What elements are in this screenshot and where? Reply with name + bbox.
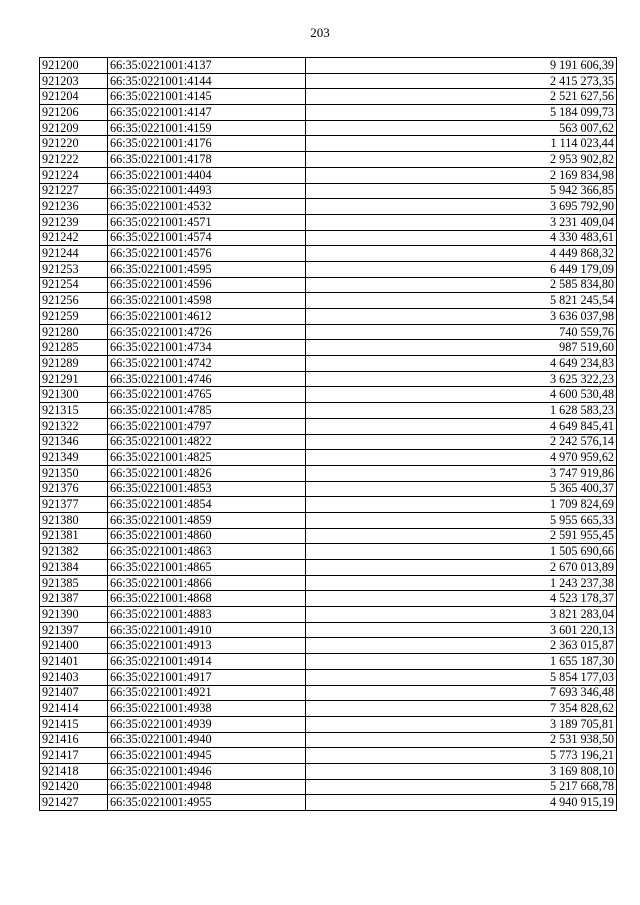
row-number-cell: 921401 <box>40 654 108 670</box>
row-number-cell: 921220 <box>40 136 108 152</box>
value-cell: 7 693 346,48 <box>306 685 617 701</box>
cadastral-number-cell: 66:35:0221001:4571 <box>108 214 306 230</box>
row-number-cell: 921300 <box>40 387 108 403</box>
row-number-cell: 921203 <box>40 73 108 89</box>
cadastral-number-cell: 66:35:0221001:4145 <box>108 89 306 105</box>
table-row <box>40 481 617 497</box>
value-cell: 3 169 808,10 <box>306 763 617 779</box>
row-number-cell: 921349 <box>40 450 108 466</box>
value-cell: 5 184 099,73 <box>306 105 617 121</box>
value-cell: 5 365 400,37 <box>306 481 617 497</box>
table-row <box>40 622 617 638</box>
row-number-cell: 921380 <box>40 512 108 528</box>
row-number-cell: 921385 <box>40 575 108 591</box>
value-cell: 3 625 322,23 <box>306 371 617 387</box>
cadastral-number-cell: 66:35:0221001:4854 <box>108 497 306 513</box>
cadastral-number-cell: 66:35:0221001:4726 <box>108 324 306 340</box>
cadastral-number-cell: 66:35:0221001:4826 <box>108 465 306 481</box>
value-cell: 740 559,76 <box>306 324 617 340</box>
table-row <box>40 591 617 607</box>
cadastral-number-cell: 66:35:0221001:4945 <box>108 748 306 764</box>
cadastral-number-cell: 66:35:0221001:4734 <box>108 340 306 356</box>
value-cell: 5 773 196,21 <box>306 748 617 764</box>
table-row <box>40 89 617 105</box>
value-cell: 5 854 177,03 <box>306 669 617 685</box>
cadastral-number-cell: 66:35:0221001:4785 <box>108 403 306 419</box>
table-row <box>40 167 617 183</box>
value-cell: 6 449 179,09 <box>306 261 617 277</box>
table-row <box>40 607 617 623</box>
cadastral-number-cell: 66:35:0221001:4612 <box>108 309 306 325</box>
row-number-cell: 921200 <box>40 58 108 74</box>
value-cell: 4 649 845,41 <box>306 418 617 434</box>
value-cell: 3 636 037,98 <box>306 309 617 325</box>
cadastral-number-cell: 66:35:0221001:4822 <box>108 434 306 450</box>
cadastral-number-cell: 66:35:0221001:4797 <box>108 418 306 434</box>
value-cell: 3 695 792,90 <box>306 199 617 215</box>
row-number-cell: 921239 <box>40 214 108 230</box>
row-number-cell: 921350 <box>40 465 108 481</box>
table-row <box>40 795 617 811</box>
table-row <box>40 701 617 717</box>
cadastral-number-cell: 66:35:0221001:4825 <box>108 450 306 466</box>
cadastral-number-cell: 66:35:0221001:4178 <box>108 152 306 168</box>
value-cell: 2 521 627,56 <box>306 89 617 105</box>
cadastral-number-cell: 66:35:0221001:4595 <box>108 261 306 277</box>
table-row <box>40 309 617 325</box>
table-row <box>40 418 617 434</box>
row-number-cell: 921244 <box>40 246 108 262</box>
table-row <box>40 434 617 450</box>
value-cell: 3 821 283,04 <box>306 607 617 623</box>
table-row <box>40 403 617 419</box>
table-row <box>40 560 617 576</box>
value-cell: 1 709 824,69 <box>306 497 617 513</box>
cadastral-number-cell: 66:35:0221001:4910 <box>108 622 306 638</box>
cadastral-value-table <box>39 57 617 811</box>
row-number-cell: 921322 <box>40 418 108 434</box>
cadastral-number-cell: 66:35:0221001:4913 <box>108 638 306 654</box>
value-cell: 9 191 606,39 <box>306 58 617 74</box>
table-row <box>40 73 617 89</box>
table-row <box>40 183 617 199</box>
cadastral-number-cell: 66:35:0221001:4137 <box>108 58 306 74</box>
cadastral-number-cell: 66:35:0221001:4853 <box>108 481 306 497</box>
row-number-cell: 921384 <box>40 560 108 576</box>
table-row <box>40 748 617 764</box>
cadastral-number-cell: 66:35:0221001:4948 <box>108 779 306 795</box>
table-row <box>40 638 617 654</box>
value-cell: 2 591 955,45 <box>306 528 617 544</box>
value-cell: 1 243 237,38 <box>306 575 617 591</box>
value-cell: 2 670 013,89 <box>306 560 617 576</box>
row-number-cell: 921209 <box>40 120 108 136</box>
value-cell: 2 415 273,35 <box>306 73 617 89</box>
cadastral-number-cell: 66:35:0221001:4938 <box>108 701 306 717</box>
table-row <box>40 246 617 262</box>
value-cell: 1 114 023,44 <box>306 136 617 152</box>
row-number-cell: 921206 <box>40 105 108 121</box>
row-number-cell: 921415 <box>40 716 108 732</box>
value-cell: 2 242 576,14 <box>306 434 617 450</box>
value-cell: 1 655 187,30 <box>306 654 617 670</box>
table-row <box>40 732 617 748</box>
row-number-cell: 921315 <box>40 403 108 419</box>
cadastral-number-cell: 66:35:0221001:4863 <box>108 544 306 560</box>
cadastral-number-cell: 66:35:0221001:4742 <box>108 356 306 372</box>
table-row <box>40 685 617 701</box>
table-row <box>40 199 617 215</box>
row-number-cell: 921346 <box>40 434 108 450</box>
row-number-cell: 921427 <box>40 795 108 811</box>
row-number-cell: 921254 <box>40 277 108 293</box>
table-row <box>40 356 617 372</box>
value-cell: 2 169 834,98 <box>306 167 617 183</box>
table-row <box>40 371 617 387</box>
table-row <box>40 544 617 560</box>
row-number-cell: 921204 <box>40 89 108 105</box>
cadastral-number-cell: 66:35:0221001:4596 <box>108 277 306 293</box>
cadastral-number-cell: 66:35:0221001:4159 <box>108 120 306 136</box>
row-number-cell: 921377 <box>40 497 108 513</box>
row-number-cell: 921390 <box>40 607 108 623</box>
value-cell: 5 955 665,33 <box>306 512 617 528</box>
cadastral-number-cell: 66:35:0221001:4859 <box>108 512 306 528</box>
value-cell: 4 970 959,62 <box>306 450 617 466</box>
row-number-cell: 921227 <box>40 183 108 199</box>
row-number-cell: 921285 <box>40 340 108 356</box>
value-cell: 4 523 178,37 <box>306 591 617 607</box>
table-row <box>40 136 617 152</box>
table-body <box>40 58 617 811</box>
cadastral-number-cell: 66:35:0221001:4765 <box>108 387 306 403</box>
row-number-cell: 921376 <box>40 481 108 497</box>
row-number-cell: 921242 <box>40 230 108 246</box>
cadastral-number-cell: 66:35:0221001:4176 <box>108 136 306 152</box>
cadastral-number-cell: 66:35:0221001:4746 <box>108 371 306 387</box>
table-row <box>40 120 617 136</box>
value-cell: 987 519,60 <box>306 340 617 356</box>
table-row <box>40 324 617 340</box>
cadastral-number-cell: 66:35:0221001:4404 <box>108 167 306 183</box>
row-number-cell: 921289 <box>40 356 108 372</box>
table-row <box>40 512 617 528</box>
cadastral-number-cell: 66:35:0221001:4946 <box>108 763 306 779</box>
value-cell: 4 330 483,61 <box>306 230 617 246</box>
table-row <box>40 277 617 293</box>
cadastral-number-cell: 66:35:0221001:4883 <box>108 607 306 623</box>
table-row <box>40 669 617 685</box>
cadastral-number-cell: 66:35:0221001:4939 <box>108 716 306 732</box>
value-cell: 5 942 366,85 <box>306 183 617 199</box>
page-number: 203 <box>310 25 330 40</box>
table-row <box>40 340 617 356</box>
table-row <box>40 654 617 670</box>
cadastral-number-cell: 66:35:0221001:4955 <box>108 795 306 811</box>
table-row <box>40 497 617 513</box>
cadastral-number-cell: 66:35:0221001:4866 <box>108 575 306 591</box>
value-cell: 2 585 834,80 <box>306 277 617 293</box>
table-row <box>40 105 617 121</box>
value-cell: 5 217 668,78 <box>306 779 617 795</box>
value-cell: 7 354 828,62 <box>306 701 617 717</box>
table-row <box>40 214 617 230</box>
row-number-cell: 921236 <box>40 199 108 215</box>
table-row <box>40 450 617 466</box>
row-number-cell: 921420 <box>40 779 108 795</box>
row-number-cell: 921253 <box>40 261 108 277</box>
value-cell: 2 363 015,87 <box>306 638 617 654</box>
row-number-cell: 921414 <box>40 701 108 717</box>
cadastral-number-cell: 66:35:0221001:4940 <box>108 732 306 748</box>
value-cell: 3 747 919,86 <box>306 465 617 481</box>
table-row <box>40 528 617 544</box>
value-cell: 4 600 530,48 <box>306 387 617 403</box>
table-row <box>40 152 617 168</box>
row-number-cell: 921416 <box>40 732 108 748</box>
table-row <box>40 779 617 795</box>
cadastral-number-cell: 66:35:0221001:4493 <box>108 183 306 199</box>
value-cell: 4 649 234,83 <box>306 356 617 372</box>
table-row <box>40 293 617 309</box>
row-number-cell: 921259 <box>40 309 108 325</box>
cadastral-number-cell: 66:35:0221001:4917 <box>108 669 306 685</box>
cadastral-number-cell: 66:35:0221001:4921 <box>108 685 306 701</box>
row-number-cell: 921397 <box>40 622 108 638</box>
row-number-cell: 921280 <box>40 324 108 340</box>
value-cell: 4 940 915,19 <box>306 795 617 811</box>
cadastral-number-cell: 66:35:0221001:4598 <box>108 293 306 309</box>
value-cell: 2 531 938,50 <box>306 732 617 748</box>
cadastral-number-cell: 66:35:0221001:4532 <box>108 199 306 215</box>
table-row <box>40 465 617 481</box>
row-number-cell: 921387 <box>40 591 108 607</box>
value-cell: 4 449 868,32 <box>306 246 617 262</box>
row-number-cell: 921291 <box>40 371 108 387</box>
table-row <box>40 763 617 779</box>
table-row <box>40 716 617 732</box>
cadastral-number-cell: 66:35:0221001:4576 <box>108 246 306 262</box>
value-cell: 3 601 220,13 <box>306 622 617 638</box>
table-row <box>40 575 617 591</box>
row-number-cell: 921224 <box>40 167 108 183</box>
row-number-cell: 921418 <box>40 763 108 779</box>
row-number-cell: 921400 <box>40 638 108 654</box>
row-number-cell: 921417 <box>40 748 108 764</box>
row-number-cell: 921403 <box>40 669 108 685</box>
value-cell: 3 231 409,04 <box>306 214 617 230</box>
cadastral-number-cell: 66:35:0221001:4147 <box>108 105 306 121</box>
cadastral-number-cell: 66:35:0221001:4914 <box>108 654 306 670</box>
row-number-cell: 921256 <box>40 293 108 309</box>
cadastral-number-cell: 66:35:0221001:4860 <box>108 528 306 544</box>
cadastral-number-cell: 66:35:0221001:4868 <box>108 591 306 607</box>
table-row <box>40 58 617 74</box>
cadastral-number-cell: 66:35:0221001:4865 <box>108 560 306 576</box>
table-row <box>40 230 617 246</box>
cadastral-number-cell: 66:35:0221001:4574 <box>108 230 306 246</box>
value-cell: 563 007,62 <box>306 120 617 136</box>
row-number-cell: 921382 <box>40 544 108 560</box>
table-row <box>40 261 617 277</box>
row-number-cell: 921381 <box>40 528 108 544</box>
table-row <box>40 387 617 403</box>
cadastral-number-cell: 66:35:0221001:4144 <box>108 73 306 89</box>
value-cell: 5 821 245,54 <box>306 293 617 309</box>
row-number-cell: 921407 <box>40 685 108 701</box>
value-cell: 1 505 690,66 <box>306 544 617 560</box>
row-number-cell: 921222 <box>40 152 108 168</box>
value-cell: 2 953 902,82 <box>306 152 617 168</box>
value-cell: 1 628 583,23 <box>306 403 617 419</box>
value-cell: 3 189 705,81 <box>306 716 617 732</box>
